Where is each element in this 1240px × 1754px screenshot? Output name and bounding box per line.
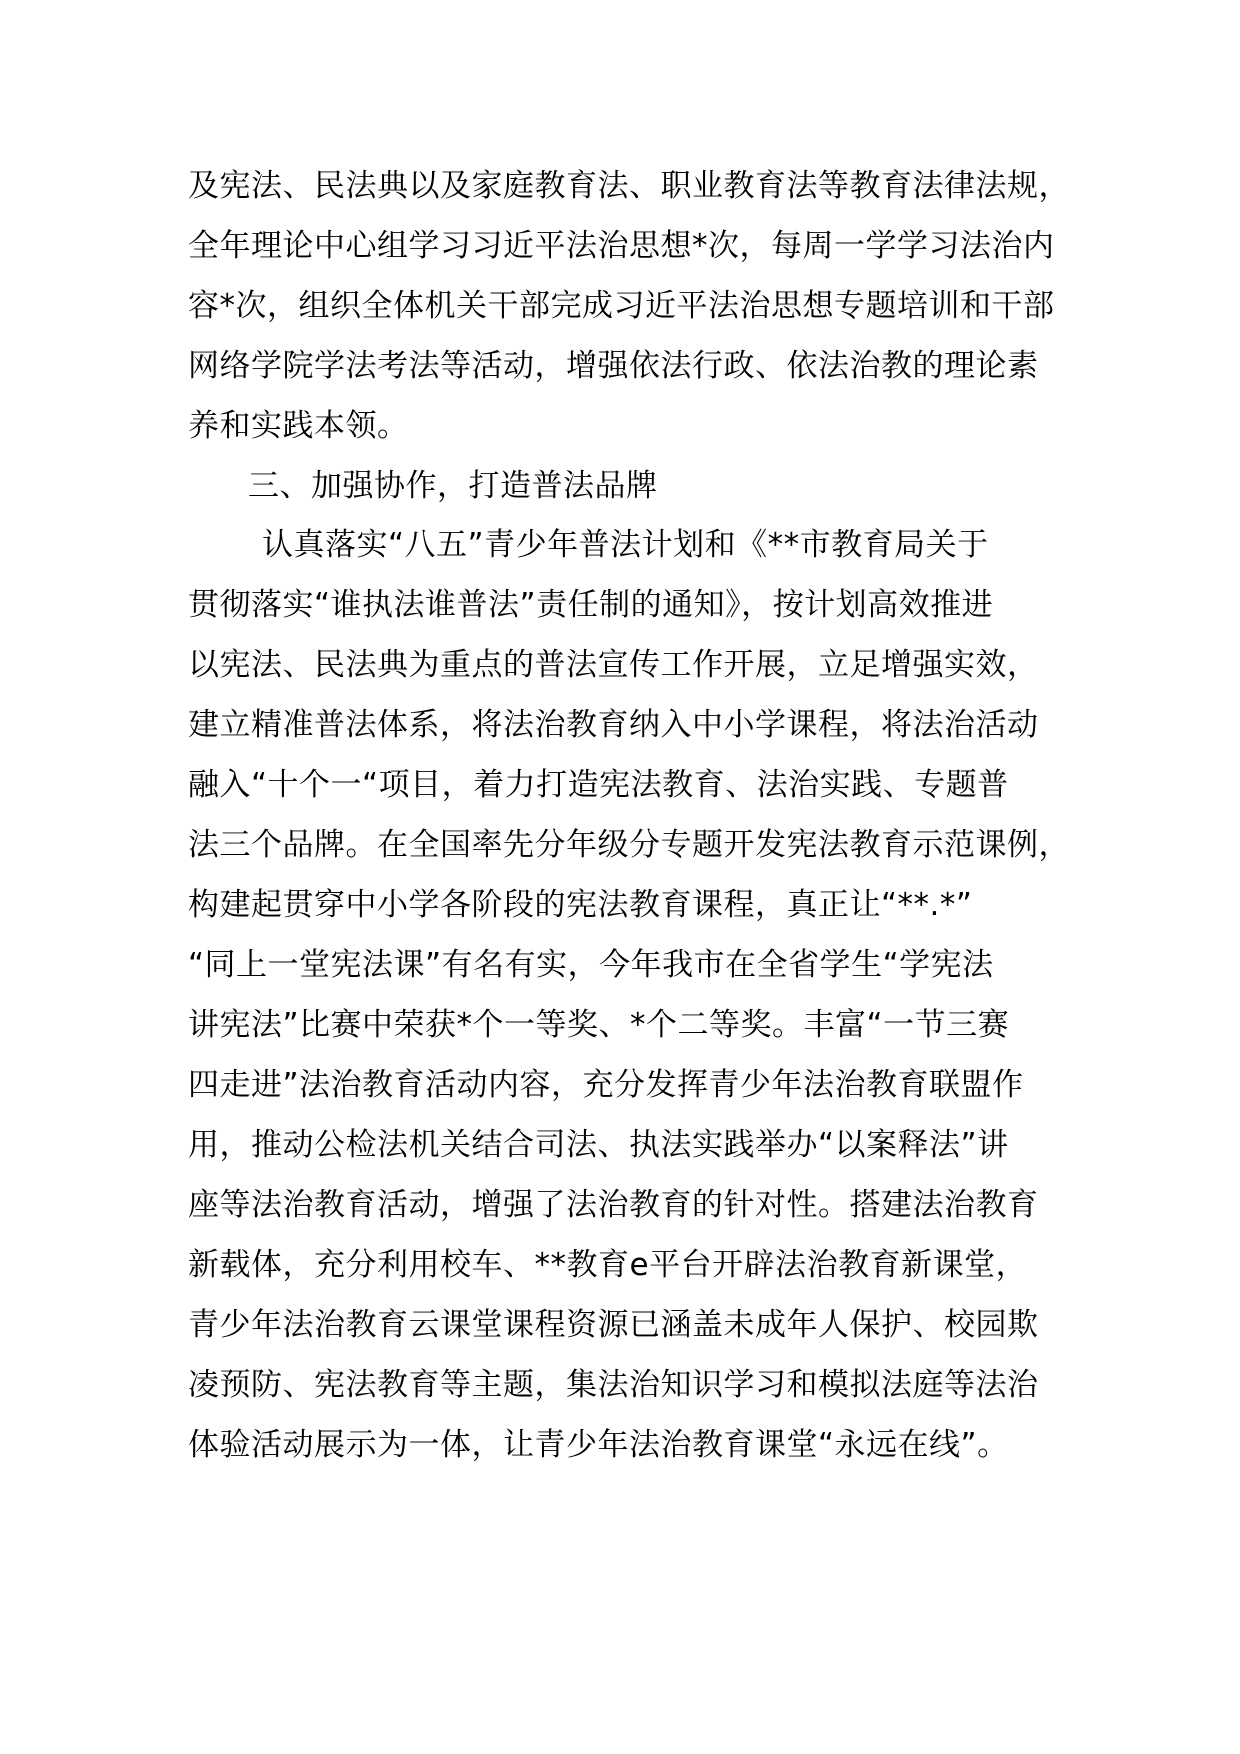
paragraph-line: 四走进”法治教育活动内容，充分发挥青少年法治教育联盟作 (188, 1067, 1024, 1103)
paragraph-line: 凌预防、宪法教育等主题，集法治知识学习和模拟法庭等法治 (188, 1367, 1039, 1403)
paragraph-line: 贯彻落实“谁执法谁普法”责任制的通知》，按计划高效推进 (188, 587, 994, 623)
paragraph-line: 座等法治教育活动，增强了法治教育的针对性。搭建法治教育 (188, 1187, 1039, 1223)
paragraph-line: 认真落实“八五”青少年普法计划和《**市教育局关于 (262, 527, 989, 563)
paragraph-line: 建立精准普法体系，将法治教育纳入中小学课程，将法治活动 (188, 707, 1039, 743)
paragraph-line: “同上一堂宪法课”有名有实，今年我市在全省学生“学宪法 (188, 947, 994, 983)
paragraph-line: 以宪法、民法典为重点的普法宣传工作开展，立足增强实效， (188, 647, 1039, 683)
paragraph-line: 构建起贯穿中小学各阶段的宪法教育课程，真正让“**.*” (188, 887, 973, 923)
paragraph-line: 用，推动公检法机关结合司法、执法实践举办“以案释法”讲 (188, 1127, 1009, 1163)
paragraph-line: 容*次，组织全体机关干部完成习近平法治思想专题培训和干部 (188, 288, 1055, 324)
paragraph-line: 融入“十个一“项目，着力打造宪法教育、法治实践、专题普 (188, 767, 1009, 803)
paragraph-line: 法三个品牌。在全国率先分年级分专题开发宪法教育示范课例， (188, 827, 1070, 863)
paragraph-line: 全年理论中心组学习习近平法治思想*次，每周一学学习法治内 (188, 228, 1055, 264)
section-heading: 三、加强协作，打造普法品牌 (248, 468, 658, 504)
paragraph-line: 网络学院学法考法等活动，增强依法行政、依法治教的理论素 (188, 348, 1039, 384)
paragraph-line: 及宪法、民法典以及家庭教育法、职业教育法等教育法律法规， (188, 168, 1070, 204)
paragraph-line: 新载体，充分利用校车、**教育e平台开辟法治教育新课堂， (188, 1247, 1028, 1283)
paragraph-line: 养和实践本领。 (188, 408, 409, 444)
paragraph-line: 讲宪法”比赛中荣获*个一等奖、*个二等奖。丰富“一节三赛 (188, 1007, 1010, 1043)
paragraph-line: 青少年法治教育云课堂课程资源已涵盖未成年人保护、校园欺 (188, 1307, 1039, 1343)
paragraph-line: 体验活动展示为一体，让青少年法治教育课堂“永远在线”。 (188, 1427, 1009, 1463)
